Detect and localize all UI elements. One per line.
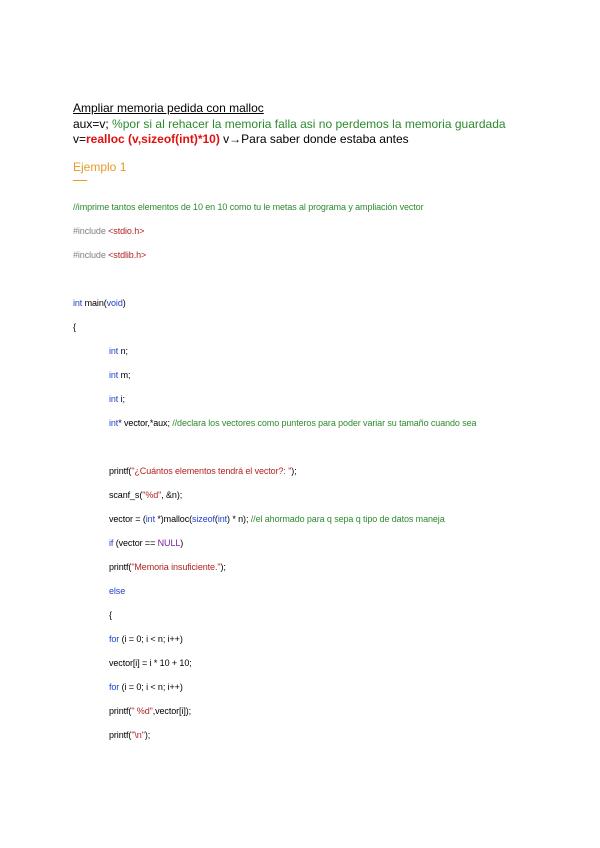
code-text: ) [122, 298, 126, 308]
keyword: for [109, 634, 120, 644]
aux-comment: %por si al rehacer la memoria falla asi no perdemos la memoria guardada [112, 117, 506, 131]
section-title: Ampliar memoria pedida con malloc [73, 101, 264, 115]
include-directive: #include [73, 250, 106, 260]
keyword: sizeof [192, 514, 215, 524]
code-text: printf( [109, 466, 132, 476]
code-printf-value [109, 706, 191, 717]
code-text: ); [291, 466, 297, 476]
code-text: ) [180, 538, 184, 548]
code-assign: vector[i] = i * 10 + 10; [109, 658, 192, 668]
code-printf-newline [109, 730, 150, 741]
string-literal: "¿Cuántos elementos tendrá el vector?: " [131, 466, 292, 476]
string-literal: " %d" [131, 706, 153, 716]
code-malloc [109, 514, 445, 525]
keyword: int [109, 394, 119, 404]
code-include-stdio [73, 226, 144, 237]
aux-line [73, 117, 506, 131]
code-printf-prompt [109, 466, 297, 477]
code-text: n; [118, 346, 128, 356]
code-else: else [109, 586, 126, 596]
code-text: i; [118, 394, 125, 404]
macro-null: NULL [157, 538, 181, 548]
code-decl-m [109, 370, 130, 381]
code-main-signature [73, 298, 126, 309]
keyword: int [109, 346, 119, 356]
code-comment: //declara los vectores como punteros para poder variar su tamaño cuando sea [172, 418, 477, 428]
keyword: int [73, 298, 83, 308]
code-text: scanf_s( [109, 490, 143, 500]
example-title-rule [73, 180, 87, 181]
string-literal: "Memoria insuficiente." [131, 562, 221, 572]
code-text: ); [220, 562, 226, 572]
keyword: if [109, 538, 114, 548]
code-text: (vector == [113, 538, 158, 548]
code-text: * vector,*aux; [118, 418, 173, 428]
code-text: *)malloc( [154, 514, 192, 524]
keyword: int [217, 514, 228, 524]
code-decl-i [109, 394, 125, 405]
code-text: (i = 0; i < n; i++) [119, 634, 183, 644]
code-text: printf( [109, 730, 132, 740]
keyword: int [145, 514, 155, 524]
code-text: , &n); [161, 490, 183, 500]
code-for-fill [109, 634, 183, 645]
keyword: int [109, 370, 119, 380]
code-if-null [109, 538, 183, 549]
code-text: ); [144, 730, 151, 740]
code-text: ) * n); [227, 514, 251, 524]
code-text: (i = 0; i < n; i++) [119, 682, 183, 692]
code-brace: { [109, 610, 112, 620]
code-text: main( [82, 298, 107, 308]
include-directive: #include [73, 226, 106, 236]
code-for-print [109, 682, 183, 693]
realloc-note: v→Para saber donde estaba antes [223, 132, 409, 146]
code-text: m; [118, 370, 131, 380]
code-include-stdlib [73, 250, 146, 261]
realloc-prefix: v= [73, 132, 87, 146]
include-file: <stdio.h> [108, 226, 145, 236]
code-comment-top: //imprime tantos elementos de 10 en 10 como tu le metas al programa y ampliación vector [73, 202, 424, 212]
keyword: void [106, 298, 123, 308]
string-literal: "%d" [142, 490, 162, 500]
code-text: printf( [109, 706, 132, 716]
code-decl-vector [109, 418, 476, 429]
keyword: for [109, 682, 120, 692]
code-text: vector = ( [109, 514, 146, 524]
code-scanf [109, 490, 182, 501]
code-printf-error [109, 562, 226, 573]
code-text: ( [214, 514, 218, 524]
code-open-brace: { [73, 322, 76, 332]
aux-code: aux=v; [73, 117, 109, 131]
code-decl-n [109, 346, 128, 357]
code-comment: //el ahormado para q sepa q tipo de datos maneja [250, 514, 445, 524]
code-text: printf( [109, 562, 132, 572]
code-text: ,vector[i]); [152, 706, 192, 716]
string-literal: "\n" [131, 730, 145, 740]
realloc-line [73, 132, 409, 146]
realloc-call: realloc (v,sizeof(int)*10) [86, 132, 220, 146]
example-title: Ejemplo 1 [73, 160, 127, 174]
include-file: <stdlib.h> [108, 250, 147, 260]
keyword: int [109, 418, 119, 428]
